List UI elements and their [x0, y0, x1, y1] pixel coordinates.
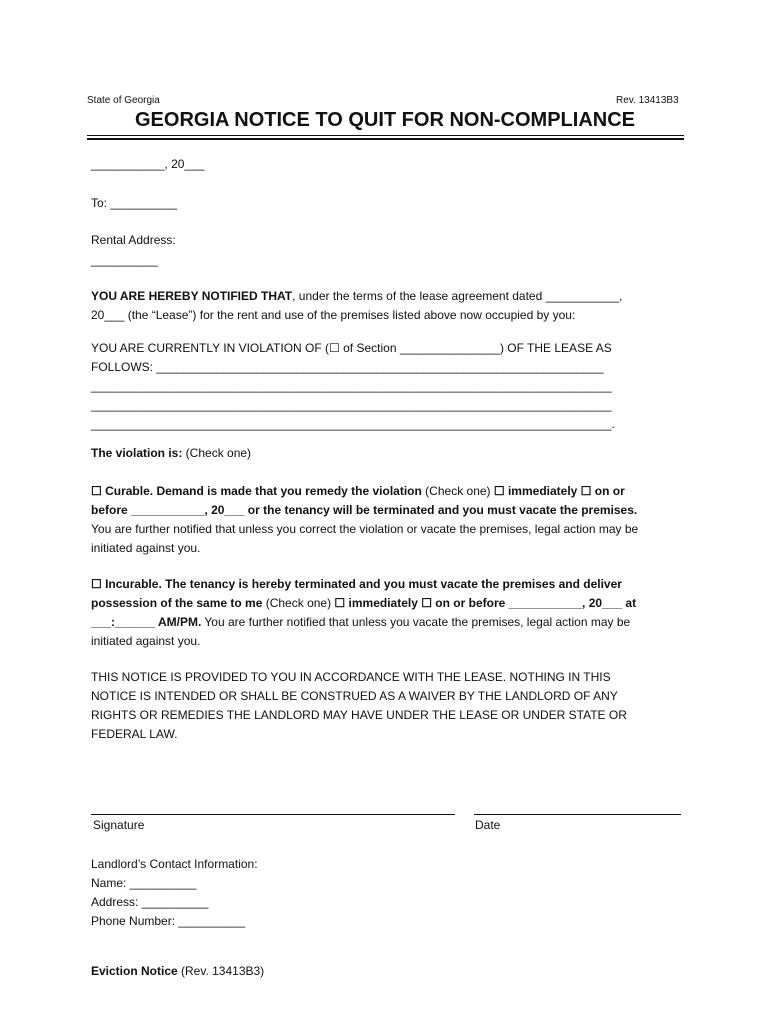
- incurable-line-1: ☐ Incurable. The tenancy is hereby terminated and you must vacate the premises and deliver: [91, 577, 622, 591]
- violation-is-bold: The violation is:: [91, 446, 183, 460]
- notified-paragraph: [91, 287, 681, 325]
- signature-line: [91, 814, 455, 815]
- document-title: GEORGIA NOTICE TO QUIT FOR NON-COMPLIANCE: [135, 109, 635, 131]
- date-signature-line: [474, 814, 681, 815]
- notified-bold: YOU ARE HEREBY NOTIFIED THAT: [91, 289, 293, 303]
- incurable-time: ___:______ AM/PM.: [91, 615, 202, 629]
- contact-phone: Phone Number: __________: [91, 914, 246, 928]
- title-rule-top: [87, 135, 684, 136]
- violation-is-text: (Check one): [182, 446, 252, 460]
- rental-address-label: Rental Address:: [91, 233, 176, 247]
- rental-address-blank: __________: [91, 253, 158, 267]
- signature-label: Signature: [93, 818, 145, 832]
- revision-label: Rev. 13413B3: [616, 95, 679, 106]
- violation-of-line-2: FOLLOWS: ___________________________________________________________________: [91, 360, 604, 374]
- date-line: ___________, 20___: [91, 157, 205, 171]
- state-label: State of Georgia: [87, 95, 160, 106]
- curable-check-one: (Check one): [421, 484, 494, 498]
- to-line: To: __________: [91, 196, 178, 210]
- incurable-paragraph: [91, 575, 681, 651]
- incurable-bold-2: possession of the same to me: [91, 596, 263, 610]
- footer-bold: Eviction Notice: [91, 964, 178, 978]
- curable-line-1: [91, 482, 681, 501]
- notified-line-1: [91, 287, 681, 306]
- curable-line-3: You are further notified that unless you correct the violation or vacate the premises, legal action may be: [91, 522, 639, 536]
- curable-line-4: initiated against you.: [91, 541, 201, 555]
- provided-line-1: THIS NOTICE IS PROVIDED TO YOU IN ACCORDANCE WITH THE LEASE. NOTHING IN THIS: [91, 670, 611, 684]
- contact-name: Name: __________: [91, 876, 197, 890]
- violation-of-line-4: ______________________________________________________________________________: [91, 398, 612, 412]
- violation-is-line: [91, 446, 251, 460]
- date-label: Date: [475, 818, 501, 832]
- violation-of-line-3: ______________________________________________________________________________: [91, 379, 612, 393]
- violation-of-line-1: YOU ARE CURRENTLY IN VIOLATION OF (☐ of Section _______________) OF THE LEASE AS: [91, 341, 612, 355]
- incurable-line-3: [91, 613, 681, 632]
- notified-line-2: 20___ (the “Lease”) for the rent and use of the premises listed above now occupied by you:: [91, 308, 576, 322]
- incurable-check-one: (Check one): [262, 596, 335, 610]
- violation-of-line-5: ______________________________________________________________________________.: [91, 417, 615, 431]
- provided-line-2: NOTICE IS INTENDED OR SHALL BE CONSTRUED AS A WAIVER BY THE LANDLORD OF ANY: [91, 689, 618, 703]
- contact-block: [91, 855, 681, 931]
- footer-rev: (Rev. 13413B3): [177, 964, 265, 978]
- incurable-line-4: initiated against you.: [91, 634, 201, 648]
- footer: [91, 964, 264, 978]
- curable-line-2: before ___________, 20___ or the tenancy will be terminated and you must vacate the premises.: [91, 503, 638, 517]
- curable-paragraph: [91, 482, 681, 558]
- violation-of-paragraph: [91, 339, 681, 434]
- provided-line-4: FEDERAL LAW.: [91, 727, 178, 741]
- notified-text-1: , under the terms of the lease agreement dated ___________,: [292, 289, 623, 303]
- contact-address: Address: __________: [91, 895, 209, 909]
- provided-paragraph: [91, 668, 681, 744]
- curable-bold-1: ☐ Curable. Demand is made that you remedy the violation: [91, 484, 422, 498]
- contact-heading: Landlord’s Contact Information:: [91, 857, 258, 871]
- curable-options: ☐ immediately ☐ on or: [493, 484, 625, 498]
- provided-line-3: RIGHTS OR REMEDIES THE LANDLORD MAY HAVE UNDER THE LEASE OR UNDER STATE OR: [91, 708, 627, 722]
- incurable-line-2: [91, 594, 681, 613]
- incurable-text-3: You are further notified that unless you vacate the premises, legal action may be: [201, 615, 631, 629]
- title-rule-bottom: [87, 138, 684, 140]
- incurable-options: ☐ immediately ☐ on or before ___________, 20___ at: [334, 596, 637, 610]
